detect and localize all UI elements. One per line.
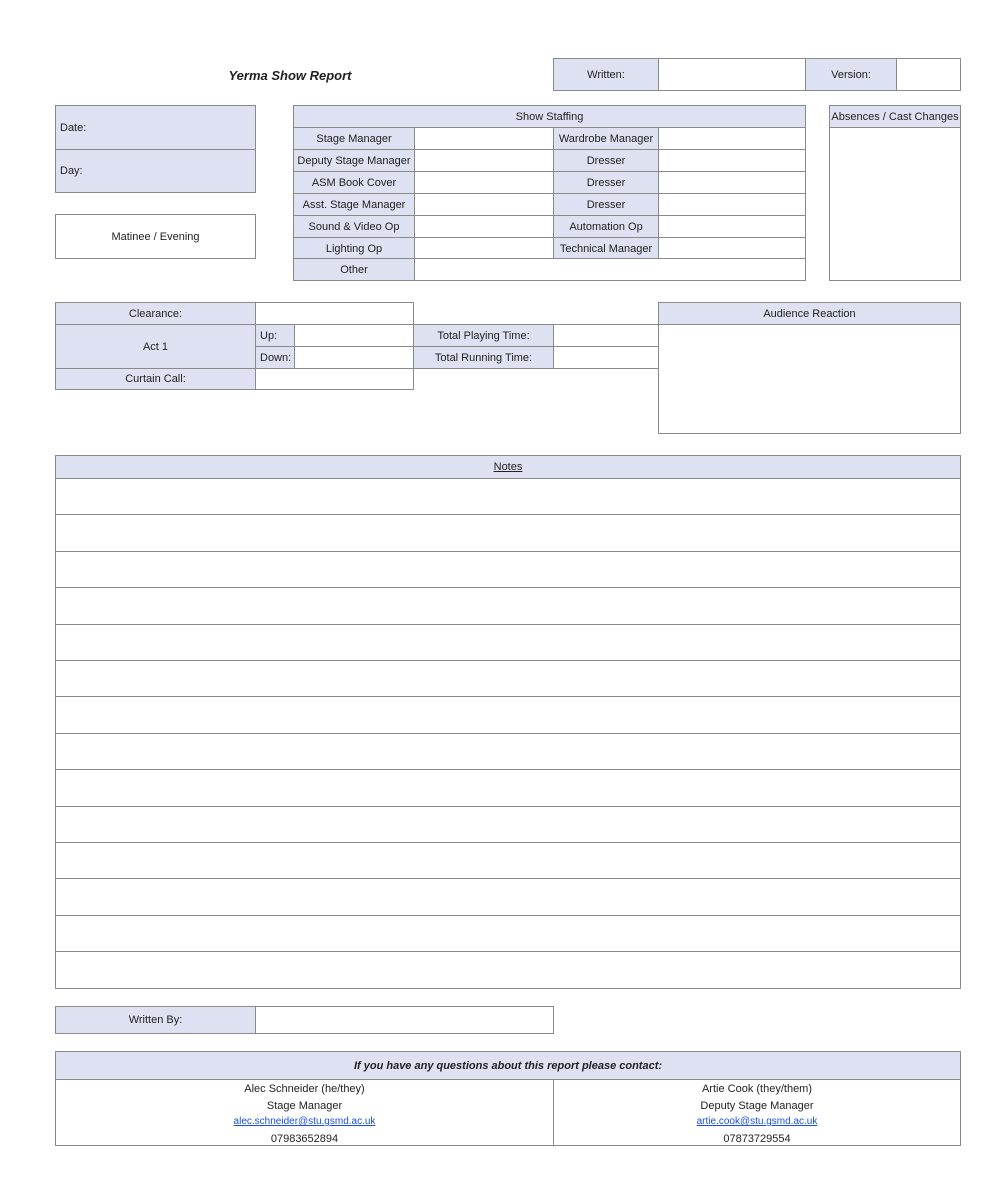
contact-heading (55, 1051, 961, 1080)
staff-role-right: Dresser (553, 193, 659, 216)
staff-name-right[interactable] (658, 193, 806, 216)
staff-name-left[interactable] (414, 193, 554, 216)
notes-heading-text: Notes (493, 461, 523, 473)
act-1-down-field[interactable] (294, 346, 414, 369)
date-field[interactable]: Date: (55, 105, 256, 150)
contact-role: Deputy Stage Manager (700, 1099, 814, 1112)
contact-name: Alec Schneider (he/they) (244, 1083, 365, 1095)
staff-role-right: Dresser (553, 171, 659, 194)
absences-heading: Absences / Cast Changes (829, 105, 961, 128)
notes-row[interactable] (55, 624, 961, 661)
contact-name: Artie Cook (they/them) (701, 1083, 813, 1095)
staff-role-left: Asst. Stage Manager (293, 193, 415, 216)
notes-row[interactable] (55, 514, 961, 551)
notes-heading (55, 455, 961, 479)
staff-name-left[interactable] (414, 127, 554, 150)
curtain-call-field[interactable] (255, 368, 414, 390)
curtain-call-label: Curtain Call: (55, 368, 256, 390)
staff-name-left[interactable] (414, 237, 554, 260)
version-label: Version: (805, 58, 897, 91)
contact-phone: 07983652894 (270, 1132, 339, 1145)
staff-role-left: Lighting Op (293, 237, 415, 260)
contact-phone: 07873729554 (723, 1132, 791, 1145)
staff-role-right: Dresser (553, 149, 659, 172)
notes-row[interactable] (55, 951, 961, 988)
matinee-evening-field[interactable]: Matinee / Evening (55, 214, 256, 259)
staff-role-left: Stage Manager (293, 127, 415, 150)
staff-role-left: Sound & Video Op (293, 215, 415, 238)
staff-role-other: Other (293, 258, 415, 281)
contact-email-link[interactable]: artie.cook@stu.gsmd.ac.uk (696, 1116, 818, 1127)
notes-row[interactable] (55, 660, 961, 697)
notes-row[interactable] (55, 696, 961, 733)
staff-name-other[interactable] (414, 258, 806, 281)
staff-role-right: Automation Op (553, 215, 659, 238)
notes-row[interactable] (55, 806, 961, 843)
contact-role: Stage Manager (266, 1099, 343, 1112)
contact-card-deputy-stage-manager (553, 1079, 961, 1146)
notes-row[interactable] (55, 478, 961, 515)
staff-name-right[interactable] (658, 149, 806, 172)
audience-reaction-heading: Audience Reaction (658, 302, 961, 325)
act-1-up-label: Up: (255, 324, 295, 347)
staff-role-left: ASM Book Cover (293, 171, 415, 194)
total-playing-time-field[interactable] (553, 324, 659, 347)
staff-name-right[interactable] (658, 127, 806, 150)
clearance-field[interactable] (255, 302, 414, 325)
staff-name-right[interactable] (658, 215, 806, 238)
written-field[interactable] (658, 58, 806, 91)
absences-field[interactable] (829, 127, 961, 281)
act-1-label: Act 1 (55, 324, 256, 369)
notes-row[interactable] (55, 842, 961, 879)
staff-name-left[interactable] (414, 215, 554, 238)
notes-row[interactable] (55, 587, 961, 624)
notes-row[interactable] (55, 551, 961, 588)
staff-name-left[interactable] (414, 149, 554, 172)
version-field[interactable] (896, 58, 961, 91)
staff-role-left: Deputy Stage Manager (293, 149, 415, 172)
contact-heading-text: If you have any questions about this report please contact: (353, 1059, 663, 1072)
contact-email-link[interactable]: alec.schneider@stu.gsmd.ac.uk (233, 1116, 376, 1127)
report-title: Yerma Show Report (228, 67, 352, 83)
total-running-time-field[interactable] (553, 346, 659, 369)
notes-row[interactable] (55, 733, 961, 770)
show-staffing-heading: Show Staffing (293, 105, 806, 128)
total-playing-time-label: Total Playing Time: (413, 324, 554, 347)
staff-name-right[interactable] (658, 171, 806, 194)
written-label: Written: (553, 58, 659, 91)
staff-name-left[interactable] (414, 171, 554, 194)
audience-reaction-field[interactable] (658, 324, 961, 434)
written-by-field[interactable] (255, 1006, 554, 1034)
contact-card-stage-manager (55, 1079, 554, 1146)
notes-row[interactable] (55, 878, 961, 915)
notes-row[interactable] (55, 769, 961, 806)
act-1-down-label: Down: (255, 346, 295, 369)
clearance-label: Clearance: (55, 302, 256, 325)
notes-row[interactable] (55, 915, 961, 952)
staff-role-right: Wardrobe Manager (553, 127, 659, 150)
day-field[interactable]: Day: (55, 149, 256, 193)
total-running-time-label: Total Running Time: (413, 346, 554, 369)
act-1-up-field[interactable] (294, 324, 414, 347)
staff-name-right[interactable] (658, 237, 806, 260)
written-by-label: Written By: (55, 1006, 256, 1034)
staff-role-right: Technical Manager (553, 237, 659, 260)
